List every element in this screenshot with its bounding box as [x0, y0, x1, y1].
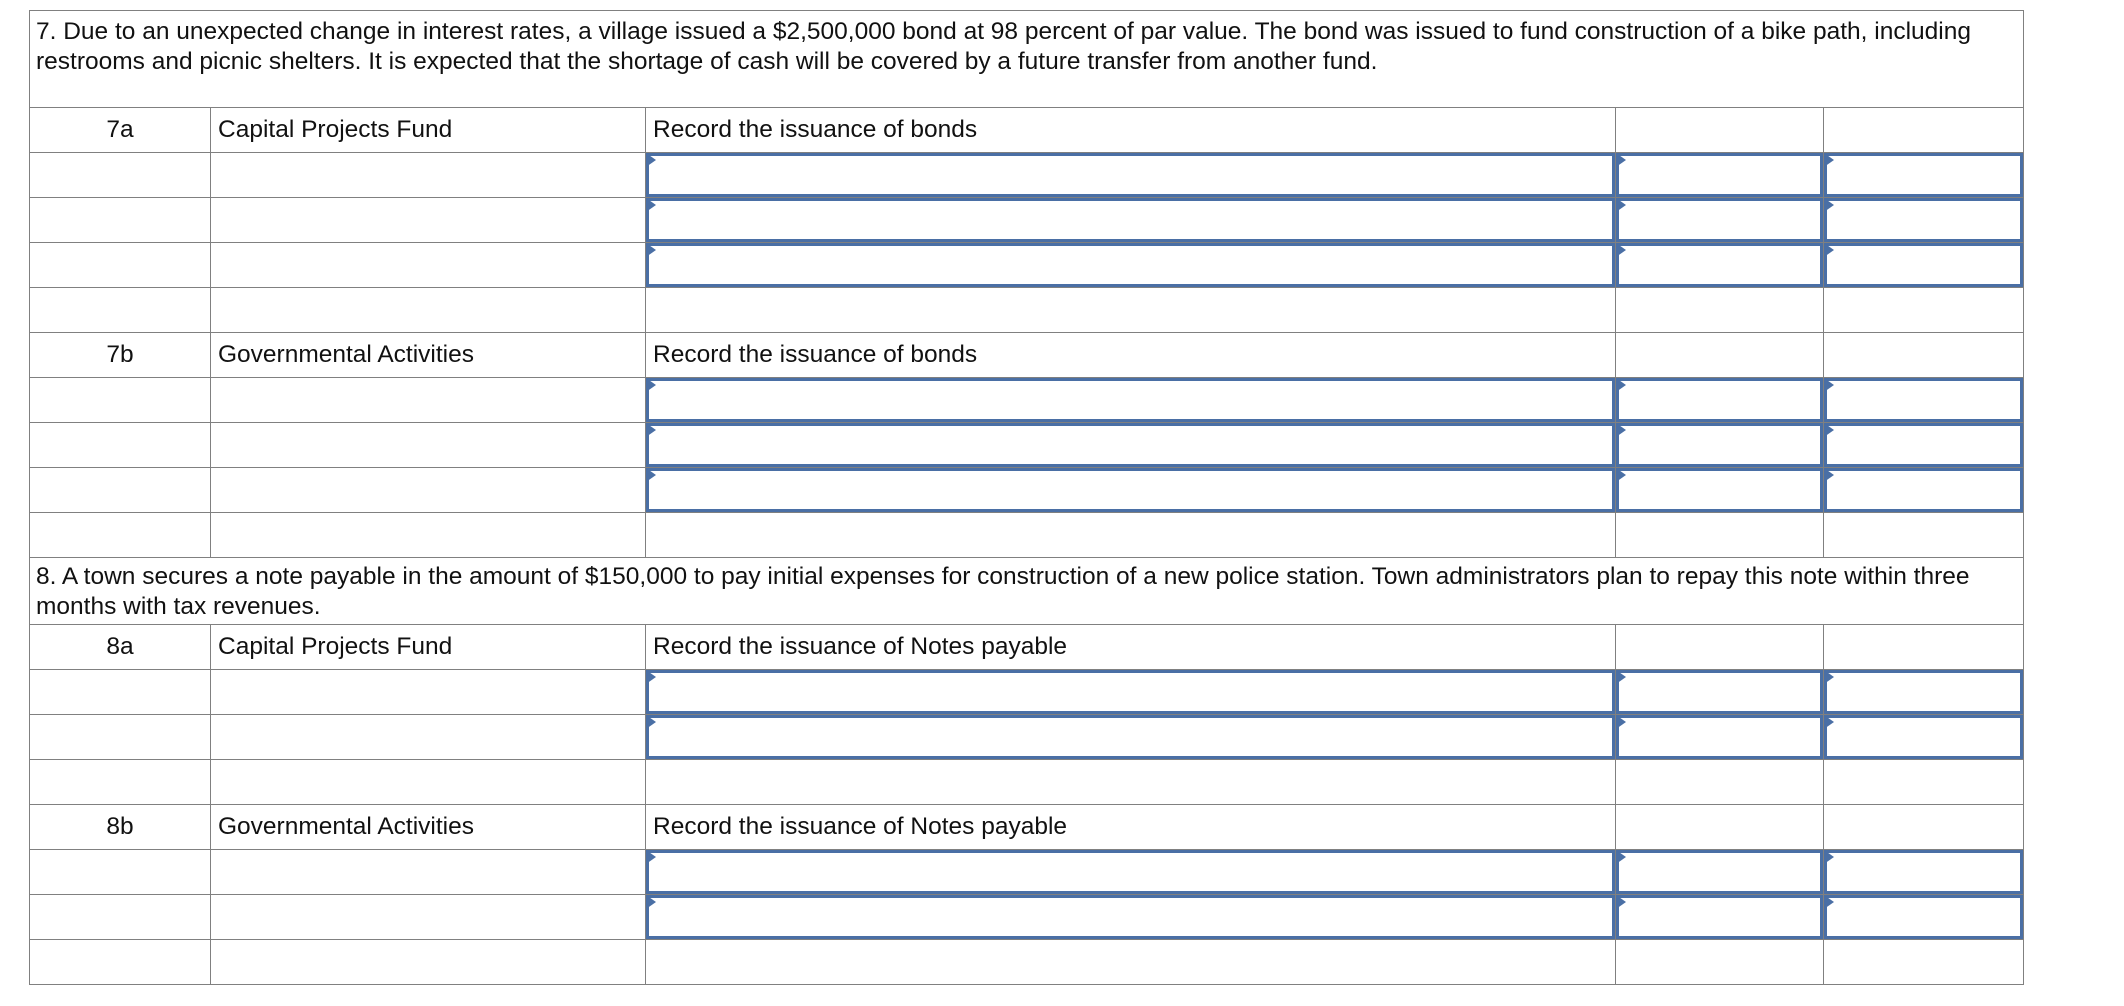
dropdown-marker-icon: [1824, 243, 1834, 257]
empty-cell: [1824, 625, 2024, 670]
dropdown-marker-icon: [1616, 670, 1626, 684]
empty-cell: [30, 153, 211, 198]
dropdown-marker-icon: [646, 715, 656, 729]
account-input[interactable]: [646, 153, 1616, 198]
question-8-text: 8. A town secures a note payable in the amount of $150,000 to pay initial expenses for construction of a new police station. Town administrators plan to repay this note within three months with tax revenues.: [30, 558, 2024, 625]
entry-header-row: [30, 108, 2024, 153]
journal-entry-worksheet: [29, 10, 2023, 985]
credit-input[interactable]: [1824, 850, 2024, 895]
empty-cell: [30, 940, 211, 985]
empty-cell: [30, 468, 211, 513]
journal-input-row: [30, 243, 2024, 288]
debit-input[interactable]: [1616, 378, 1824, 423]
empty-cell: [1824, 333, 2024, 378]
credit-input[interactable]: [1824, 378, 2024, 423]
empty-cell: [1824, 760, 2024, 805]
empty-cell: [30, 198, 211, 243]
debit-input[interactable]: [1616, 715, 1824, 760]
debit-input[interactable]: [1616, 423, 1824, 468]
credit-input[interactable]: [1824, 243, 2024, 288]
empty-cell: [1824, 288, 2024, 333]
debit-input[interactable]: [1616, 895, 1824, 940]
empty-cell: [211, 153, 646, 198]
account-input[interactable]: [646, 715, 1616, 760]
dropdown-marker-icon: [1616, 468, 1626, 482]
dropdown-marker-icon: [1824, 895, 1834, 909]
entry-label: 7a: [30, 108, 211, 153]
debit-input[interactable]: [1616, 153, 1824, 198]
spacer-row: [30, 288, 2024, 333]
debit-input[interactable]: [1616, 468, 1824, 513]
empty-cell: [30, 895, 211, 940]
entry-description: Record the issuance of Notes payable: [646, 625, 1616, 670]
empty-cell: [1616, 625, 1824, 670]
entry-description: Record the issuance of bonds: [646, 333, 1616, 378]
spacer-row: [30, 940, 2024, 985]
account-input[interactable]: [646, 670, 1616, 715]
account-input[interactable]: [646, 895, 1616, 940]
dropdown-marker-icon: [1824, 715, 1834, 729]
dropdown-marker-icon: [1616, 153, 1626, 167]
journal-input-row: [30, 378, 2024, 423]
journal-input-row: [30, 715, 2024, 760]
empty-cell: [1616, 760, 1824, 805]
empty-cell: [211, 940, 646, 985]
empty-cell: [211, 468, 646, 513]
dropdown-marker-icon: [646, 850, 656, 864]
empty-cell: [30, 715, 211, 760]
fund-name: Governmental Activities: [211, 333, 646, 378]
question-7-text: 7. Due to an unexpected change in interest rates, a village issued a $2,500,000 bond at 98 percent of par value. The bond was issued to fund construction of a bike path, including restrooms and picnic shelters. It is expected that the shortage of cash will be covered by a future transfer from another fund.: [30, 11, 2024, 108]
empty-cell: [211, 378, 646, 423]
entry-header-row: [30, 805, 2024, 850]
dropdown-marker-icon: [646, 198, 656, 212]
empty-cell: [1824, 940, 2024, 985]
entry-label: 8b: [30, 805, 211, 850]
journal-table: [29, 10, 2024, 985]
empty-cell: [30, 288, 211, 333]
question-row: [30, 11, 2024, 108]
dropdown-marker-icon: [646, 243, 656, 257]
account-input[interactable]: [646, 378, 1616, 423]
dropdown-marker-icon: [1616, 243, 1626, 257]
empty-cell: [1616, 288, 1824, 333]
entry-header-row: [30, 625, 2024, 670]
empty-cell: [211, 513, 646, 558]
journal-input-row: [30, 198, 2024, 243]
journal-input-row: [30, 850, 2024, 895]
account-input[interactable]: [646, 850, 1616, 895]
empty-cell: [1824, 805, 2024, 850]
empty-cell: [1616, 108, 1824, 153]
dropdown-marker-icon: [1824, 153, 1834, 167]
empty-cell: [211, 198, 646, 243]
credit-input[interactable]: [1824, 895, 2024, 940]
credit-input[interactable]: [1824, 670, 2024, 715]
dropdown-marker-icon: [646, 423, 656, 437]
journal-input-row: [30, 153, 2024, 198]
dropdown-marker-icon: [1824, 850, 1834, 864]
account-input[interactable]: [646, 198, 1616, 243]
empty-cell: [211, 288, 646, 333]
empty-cell: [211, 670, 646, 715]
empty-cell: [30, 850, 211, 895]
empty-cell: [1824, 513, 2024, 558]
spacer-row: [30, 513, 2024, 558]
empty-cell: [30, 423, 211, 468]
empty-cell: [646, 513, 1616, 558]
debit-input[interactable]: [1616, 243, 1824, 288]
journal-input-row: [30, 670, 2024, 715]
entry-label: 8a: [30, 625, 211, 670]
credit-input[interactable]: [1824, 198, 2024, 243]
empty-cell: [211, 850, 646, 895]
debit-input[interactable]: [1616, 670, 1824, 715]
empty-cell: [30, 670, 211, 715]
empty-cell: [30, 378, 211, 423]
empty-cell: [30, 760, 211, 805]
fund-name: Capital Projects Fund: [211, 108, 646, 153]
dropdown-marker-icon: [646, 895, 656, 909]
empty-cell: [211, 715, 646, 760]
dropdown-marker-icon: [1616, 378, 1626, 392]
account-input[interactable]: [646, 243, 1616, 288]
debit-input[interactable]: [1616, 198, 1824, 243]
journal-input-row: [30, 895, 2024, 940]
dropdown-marker-icon: [646, 670, 656, 684]
dropdown-marker-icon: [1824, 423, 1834, 437]
dropdown-marker-icon: [646, 468, 656, 482]
dropdown-marker-icon: [646, 378, 656, 392]
empty-cell: [646, 940, 1616, 985]
empty-cell: [646, 288, 1616, 333]
dropdown-marker-icon: [1824, 378, 1834, 392]
entry-description: Record the issuance of bonds: [646, 108, 1616, 153]
fund-name: Capital Projects Fund: [211, 625, 646, 670]
dropdown-marker-icon: [1824, 670, 1834, 684]
dropdown-marker-icon: [1616, 850, 1626, 864]
credit-input[interactable]: [1824, 715, 2024, 760]
empty-cell: [211, 760, 646, 805]
empty-cell: [30, 243, 211, 288]
empty-cell: [1616, 513, 1824, 558]
empty-cell: [1824, 108, 2024, 153]
journal-input-row: [30, 468, 2024, 513]
account-input[interactable]: [646, 423, 1616, 468]
entry-description: Record the issuance of Notes payable: [646, 805, 1616, 850]
credit-input[interactable]: [1824, 423, 2024, 468]
empty-cell: [1616, 333, 1824, 378]
empty-cell: [211, 243, 646, 288]
empty-cell: [211, 895, 646, 940]
dropdown-marker-icon: [1616, 423, 1626, 437]
empty-cell: [211, 423, 646, 468]
empty-cell: [1616, 805, 1824, 850]
fund-name: Governmental Activities: [211, 805, 646, 850]
debit-input[interactable]: [1616, 850, 1824, 895]
empty-cell: [646, 760, 1616, 805]
dropdown-marker-icon: [1824, 468, 1834, 482]
journal-input-row: [30, 423, 2024, 468]
question-row: [30, 558, 2024, 625]
credit-input[interactable]: [1824, 153, 2024, 198]
empty-cell: [1616, 940, 1824, 985]
account-input[interactable]: [646, 468, 1616, 513]
dropdown-marker-icon: [1616, 715, 1626, 729]
credit-input[interactable]: [1824, 468, 2024, 513]
entry-header-row: [30, 333, 2024, 378]
entry-label: 7b: [30, 333, 211, 378]
dropdown-marker-icon: [1616, 198, 1626, 212]
empty-cell: [30, 513, 211, 558]
dropdown-marker-icon: [1616, 895, 1626, 909]
spacer-row: [30, 760, 2024, 805]
dropdown-marker-icon: [1824, 198, 1834, 212]
dropdown-marker-icon: [646, 153, 656, 167]
